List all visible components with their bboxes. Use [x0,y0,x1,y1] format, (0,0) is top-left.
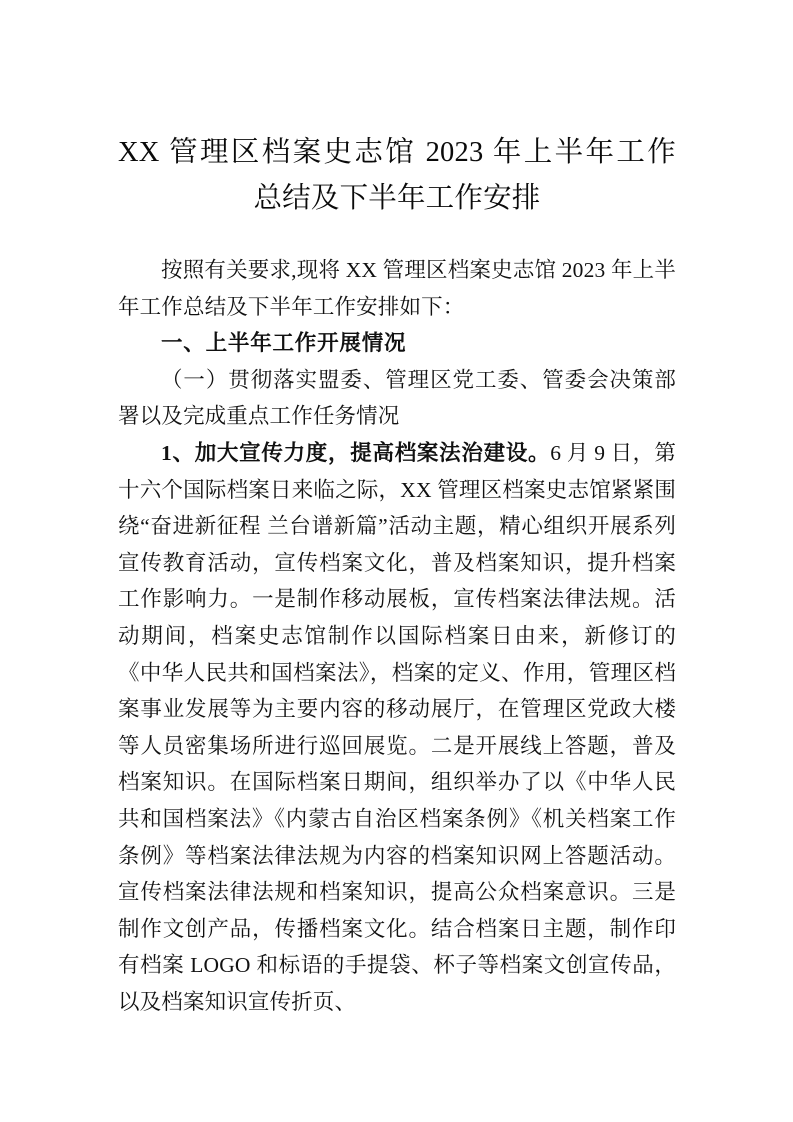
item-one-body-text: 6 月 9 日，第十六个国际档案日来临之际，XX 管理区档案史志馆紧紧围绕“奋进新征程 兰台谱新篇”活动主题，精心组织开展系列宣传教育活动，宣传档案文化，普及档案知识，提升档案工作影响力。一是制作移动展板，宣传档案法律法规。活动期间，档案史志馆制作以国际档案日由来，新修订的《中华人民共和国档案法》，档案的定义、作用，管理区档案事业发展等为主要内容的移动展厅，在管理区党政大楼等人员密集场所进行巡回展览。二是开展线上答题，普及档案知识。在国际档案日期间，组织举办了以《中华人民共和国档案法》《内蒙古自治区档案条例》《机关档案工作条例》等档案法律法规为内容的档案知识网上答题活动。宣传档案法律法规和档案知识，提高公众档案意识。三是制作文创产品，传播档案文化。结合档案日主题，制作印有档案 LOGO 和标语的手提袋、杯子等档案文创宣传品，以及档案知识宣传折页、 [118,440,676,1014]
document-body [118,252,676,1020]
paragraph-intro: 按照有关要求,现将 XX 管理区档案史志馆 2023 年上半年工作总结及下半年工作安排如下： [118,258,676,319]
subsection-heading-one-one: （一）贯彻落实盟委、管理区党工委、管委会决策部署以及完成重点工作任务情况 [118,367,676,429]
document-title-line-1: XX 管理区档案史志馆 2023 年上半年工作 [118,137,676,168]
page-content [118,0,676,1020]
document-title-line-2: 总结及下半年工作安排 [253,183,541,214]
paragraph-item-one [118,435,676,1021]
section-heading-one: 一、上半年工作开展情况 [161,331,407,356]
document-title [118,0,676,222]
item-one-bold-lead: 1、加大宣传力度，提高档案法治建设。 [161,440,551,465]
